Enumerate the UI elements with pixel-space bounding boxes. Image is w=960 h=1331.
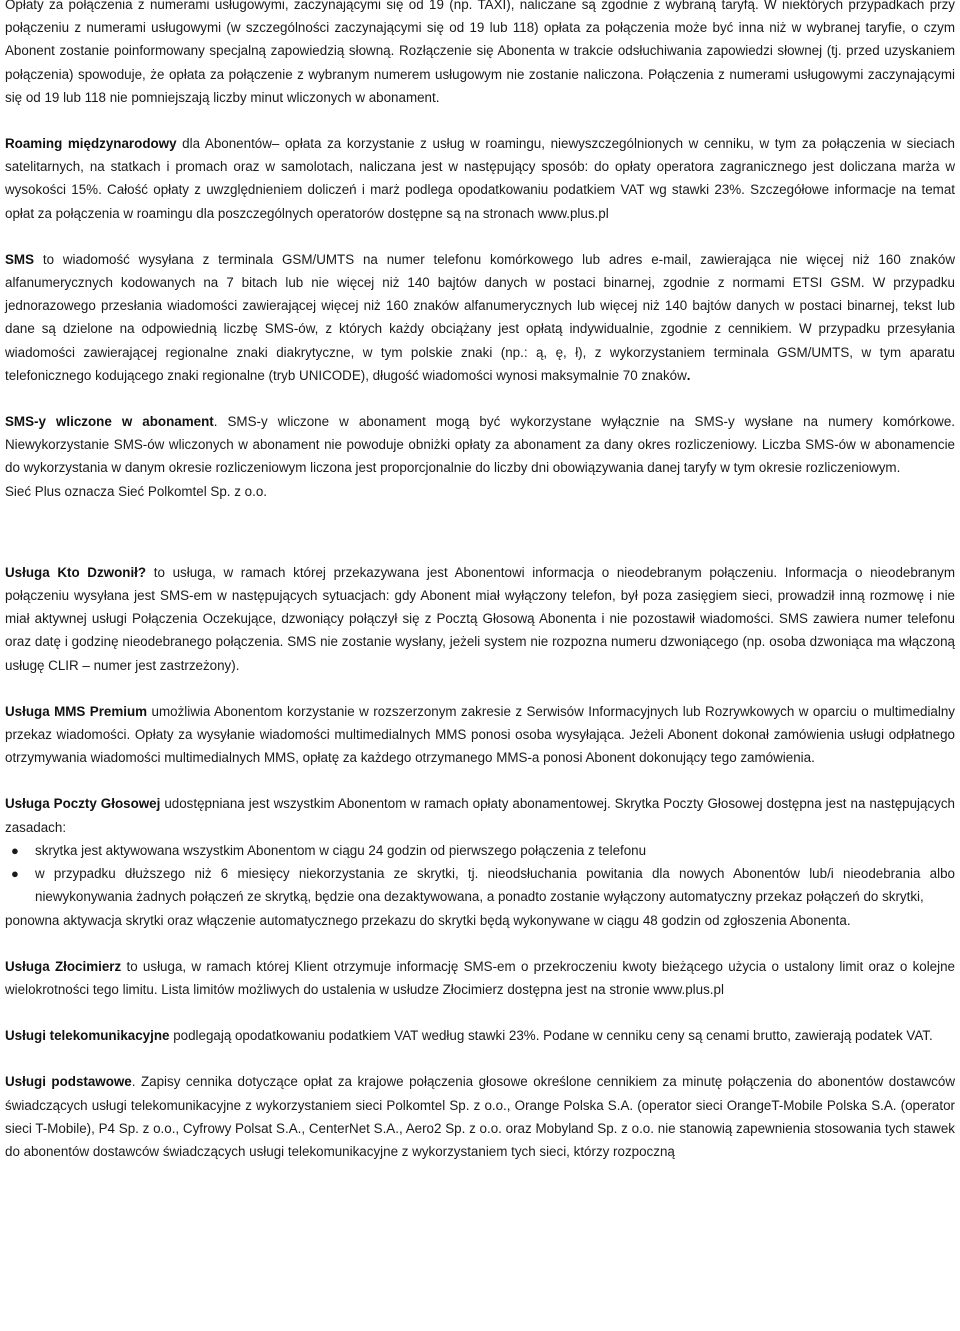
smsy-text: . SMS-y wliczone w abonament mogą być wykorzystane wyłącznie na SMS-y wysłane na numery komórkowe. Niewykorzystanie SMS-ów wliczonych w abonament nie powoduje obniżki opłaty za abonament za dany okres rozliczeniowy. Liczba SMS-ów w abonamencie do wykorzystania w danym okresie rozliczeniowym liczona jest proporcjonalnie do liczby dni obowiązywania danej taryfy w tym okresie rozliczeniowym. [5,414,955,476]
roaming-text: dla Abonentów– opłata za korzystanie z usług w roamingu, niewyszczególnionych w cenniku, w tym za połączenia w sieciach satelitarnych, na statkach i promach oraz w samolotach, naliczana jest w następujący sposób: do opłaty operatora zagranicznego jest doliczana marża w wysokości 15%. Całość opłaty z uwzględnieniem doliczeń i marż podlega opodatkowaniu podatkiem VAT wg stawki 23%. Szczegółowe informacje na temat opłat za połączenia w roamingu dla poszczególnych operatorów dostępne są na stronach www.plus.pl [5,136,956,221]
list-item [11,862,955,908]
smsy-term: SMS-y wliczone w abonament [5,414,214,430]
sms-term: SMS [5,251,35,267]
poczta-glosowa-term: Usługa Poczty Głosowej [5,796,161,812]
zlocimierz-text: to usługa, w ramach której Klient otrzymuje informację SMS-em o przekroczeniu kwoty bieżącego użycia o ustalony limit oraz o kolejne wielokrotności tego limitu. Lista limitów możliwych do ustalenia w usłudze Złocimierz dostępna jest na stronie www.plus.pl [5,958,955,997]
uslugi-podstawowe-text: . Zapisy cennika dotyczące opłat za krajowe połączenia głosowe określone cennikiem za minutę połączenia do abonentów dostawców świadczących usługi telekomunikacyjne z wykorzystaniem sieci Polkomtel Sp. z o.o., Orange Polska S.A. (operator sieci OrangeT-Mobile Polska S.A. (operator sieci T-Mobile), P4 Sp. z o.o., Cyfrowy Polsat S.A., CenterNet S.A., Aero2 Sp. z o.o. oraz Mobyland Sp. z o.o. nie stanowią zapewnienia stosowania tych stawek do abonentów dostawców świadczących usługi telekomunikacyjne z wykorzystaniem tych sieci, którzy rozpoczną [5,1074,955,1159]
poczta-glosowa-after: ponowna aktywacja skrytki oraz włączenie automatycznego przekazu do skrytki będą wykonywane w ciągu 48 godzin od zgłoszenia Abonenta. [5,912,851,928]
mms-premium-paragraph [5,700,955,770]
bullet-icon: ● [11,866,19,882]
kto-dzwonil-paragraph [5,561,955,677]
mms-premium-text: umożliwia Abonentom korzystanie w rozszerzonym zakresie z Serwisów Informacyjnych lub Rozrywkowych w oparciu o multimedialny przekaz wiadomości. Opłaty za wysyłanie wiadomości multimedialnych MMS ponosi osoba wysyłająca. Jeżeli Abonent dokonał zamówienia usługi odpłatnego otrzymywania wiadomości multimedialnych MMS, opłatę za każdego otrzymanego MMS-a ponosi Abonent dokonujący tego zamówienia. [5,703,956,766]
telekom-text: podlegają opodatkowaniu podatkiem VAT według stawki 23%. Podane w cenniku ceny są cenami brutto, zawierają podatek VAT. [169,1028,933,1044]
kto-dzwonil-text: to usługa, w ramach której przekazywana jest Abonentowi informacja o nieodebranym połączeniu. Informacja o nieodebranym połączeniu wysyłana jest SMS-em w następujących sytuacjach: gdy Abonent miał wyłączony telefon, był poza zasięgiem sieci, prowadził inną rozmowę i nie miał aktywnej usługi Połączenia Oczekujące, dzwoniący połączył się z Pocztą Głosową Abonenta i nie pozostawił wiadomości. SMS zawiera numer telefonu oraz datę i godzinę nieodebranego połączenia. SMS nie zostanie wysłany, jeżeli system nie rozpozna numeru dzwoniącego (np. osoba dzwoniąca ma włączoną usługę CLIR – numer jest zastrzeżony). [5,564,955,673]
list-item-text: w przypadku dłuższego niż 6 miesięcy niekorzystania ze skrytki, tj. nieodsłuchania powitania dla nowych Abonentów lub/i nieodebrania albo niewykonywania żadnych połączeń ze skrytką, będzie ona dezaktywowana, a ponadto zostanie wyłączony automatyczny przekaz połączeń do skrytki, [35,866,955,905]
list-item-text: skrytka jest aktywowana wszystkim Abonentom w ciągu 24 godzin od pierwszego połączenia z telefonu [35,842,647,858]
sms-text: to wiadomość wysyłana z terminala GSM/UMTS na numer telefonu komórkowego lub adres e-mail, zawierająca nie więcej niż 160 znaków alfanumerycznych kodowanych na 7 bitach lub nie więcej niż 140 bajtów danych w postaci binarnej, zgodnie z normami ETSI GSM. W przypadku jednorazowego przesłania wiadomości zawierającej więcej niż 160 znaków alfanumerycznych lub więcej niż 140 bajtów danych w postaci binarnej, tekst lub dane są dzielone na odpowiednią liczbę SMS-ów, z których każdy obciążany jest opłatą indywidualnie, zgodnie z cennikiem. W przypadku przesyłania wiadomości zawierającej regionalne znaki diakrytyczne, w tym polskie znaki (np.: ą, ę, ł), z wykorzystaniem terminala GSM/UMTS, w tym aparatu telefonicznego kodującego znaki regionalne (tryb UNICODE), długość wiadomości wynosi maksymalnie 70 znaków [5,251,955,383]
siec-plus-line: Sieć Plus oznacza Sieć Polkomtel Sp. z o.o. [5,483,267,499]
roaming-term: Roaming międzynarodowy [5,136,177,152]
bullet-icon: ● [11,842,19,858]
sms-paragraph [5,248,955,387]
zlocimierz-term: Usługa Złocimierz [5,958,122,974]
uslugi-podstawowe-term: Usługi podstawowe [5,1074,132,1090]
telekom-paragraph [5,1024,955,1047]
poczta-glosowa-text: udostępniana jest wszystkim Abonentom w ramach opłaty abonamentowej. Skrytka Poczty Głosowej dostępna jest na następujących zasadach: [5,796,956,835]
zlocimierz-paragraph [5,955,955,1001]
poczta-glosowa-list [5,839,955,909]
list-item [11,839,955,862]
telekom-term: Usługi telekomunikacyjne [5,1028,170,1044]
mms-premium-term: Usługa MMS Premium [5,703,148,719]
poczta-glosowa-paragraph [5,792,955,838]
uslugi-podstawowe-paragraph [5,1070,955,1163]
kto-dzwonil-term: Usługa Kto Dzwonił? [5,564,147,580]
numery-uslugowe-paragraph: Opłaty za połączenia z numerami usługowymi, zaczynającymi się od 19 (np. TAXI), naliczane są zgodnie z wybraną taryfą. W niektórych przypadkach przy połączeniu z numerami usługowymi (w szczególności zaczynającymi się od 19 lub 118) opłata za połączenia może być inna niż w wybranej taryfie, o czym Abonent zostanie poinformowany specjalną zapowiedzią słowną. Rozłączenie się Abonenta w trakcie odsłuchiwania zapowiedzi słownej (tj. przed uzyskaniem połączenia) spowoduje, że opłata za połączenie z wybranym numerem usługowym nie zostanie naliczona. Połączenia z numerami usługowymi zaczynającymi się od 19 lub 118 nie pomniejszają liczby minut wliczonych w abonament. [5,0,955,105]
document-page [5,0,955,1163]
roaming-paragraph [5,132,955,225]
sms-end: . [686,367,691,383]
smsy-paragraph [5,410,955,480]
